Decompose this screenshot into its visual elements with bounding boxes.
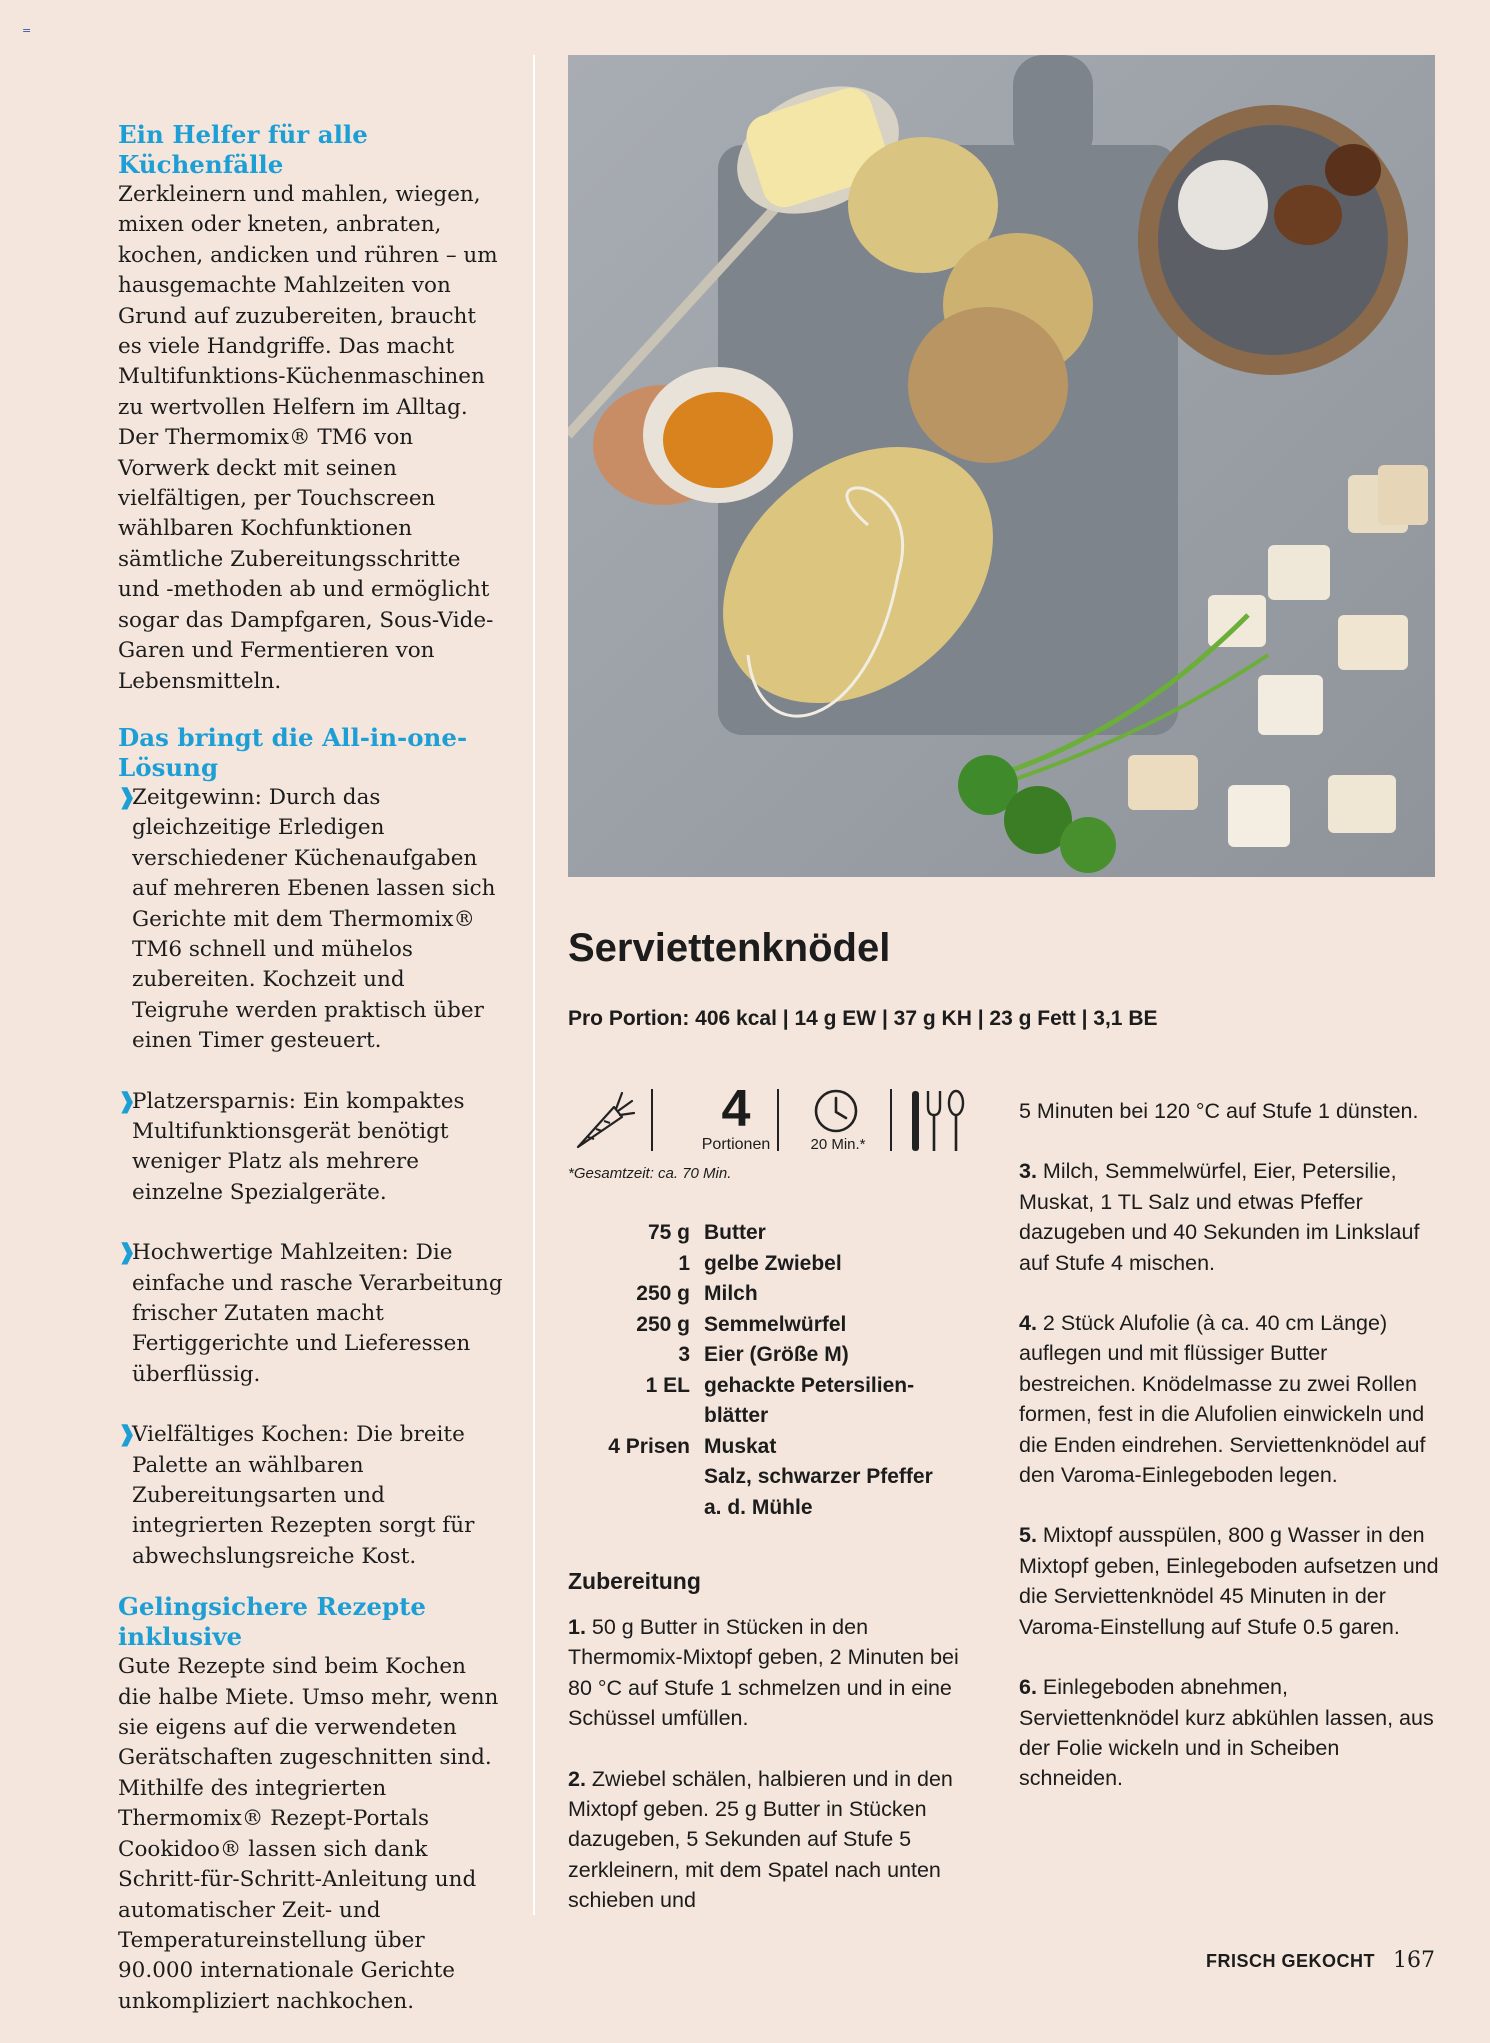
ingredient-row: 250 g Milch — [636, 1282, 758, 1305]
ingredient-row: a. d. Mühle — [704, 1495, 813, 1519]
bullet-item: ❱ Vielfältiges Kochen: Die breite Palette an wählbaren Zubereitungsarten und integrierten Rezepten sorgt für abwechslungsreiche Kost. — [118, 1422, 475, 1569]
nutrition-info: Pro Portion: 406 kcal | 14 g EW | 37 g KH | 23 g Fett | 3,1 BE — [568, 1007, 1158, 1030]
ingredient-row: 1 gelbe Zwiebel — [678, 1251, 842, 1275]
bullet-marker: ❱ — [118, 784, 137, 810]
ingredient-list — [568, 1218, 984, 1523]
step-3: 3. Milch, Semmelwürfel, Eier, Petersilie, Muskat, 1 TL Salz und etwas Pfeffer dazugeben und 40 Sekunden im Linkslauf auf Stufe 4 mischen. — [1019, 1159, 1420, 1275]
section-recipes — [118, 1592, 503, 2017]
cutlery-icon — [906, 1089, 970, 1158]
section-body: Zerkleinern und mahlen, wiegen, mixen oder kneten, anbraten, kochen, andicken und rühren – um hausgemachte Mahlzeiten von Grund auf zuzubereiten, braucht es viele Handgriffe. Das macht Multifunktions-Küchenmaschinen zu wertvollen Helfern im Alltag. Der Thermomix® TM6 von Vorwerk deckt mit seinen vielfältigen, per Touchscreen wählbaren Kochfunktionen sämtliche Zubereitungsschritte und -methoden ab und ermöglicht sogar das Dampfgaren, Sous-Vide-Garen und Fermentieren von Lebensmitteln. — [118, 182, 498, 694]
preparation-heading: Zubereitung — [568, 1568, 701, 1594]
steps-column-right — [1019, 1096, 1439, 1824]
section-body: Gute Rezepte sind beim Kochen die halbe Miete. Umso mehr, wenn sie eigens auf die verwendeten Gerätschaften zugeschnitten sind. Mithilfe des integrierten Thermomix® Rezept-Portals Cookidoo® lassen sich dank Schritt-für-Schritt-Anleitung und automatischer Zeit- und Temperatureinstellung über 90.000 internationale Gerichte unkompliziert nachkochen. — [118, 1654, 499, 2014]
step-6: 6. Einlegeboden abnehmen, Serviettenknödel kurz abkühlen lassen, aus der Folie wickeln und in Scheiben schneiden. — [1019, 1675, 1434, 1791]
portions-label: Portionen — [701, 1136, 771, 1153]
column-divider — [533, 55, 535, 1915]
step-2-continued: 5 Minuten bei 120 °C auf Stufe 1 dünsten. — [1019, 1099, 1419, 1123]
page-footer — [1206, 1948, 1435, 1973]
ingredient-row: 4 Prisen Muskat — [608, 1434, 777, 1458]
step-4: 4. 2 Stück Alufolie (à ca. 40 cm Länge) auflegen und mit flüssiger Butter bestreichen. Knödelmasse zu zwei Rollen formen, fest in die Alufolien einwickeln und die Enden eindrehen. Serviettenknödel auf den Varoma-Einlegeboden legen. — [1019, 1311, 1426, 1488]
steps-column-left — [568, 1612, 988, 1946]
bullet-marker: ❱ — [118, 1088, 137, 1114]
step-5: 5. Mixtopf ausspülen, 800 g Wasser in den Mixtopf geben, Einlegeboden aufsetzen und die Serviettenknödel 45 Minuten in der Varoma-Einstellung auf Stufe 0.5 garen. — [1019, 1523, 1439, 1639]
footer-section-name: FRISCH GEKOCHT — [1206, 1951, 1375, 1971]
section-helper — [118, 120, 503, 697]
portions-value: 4 — [721, 1080, 751, 1138]
ingredient-row: blätter — [704, 1404, 769, 1427]
ingredient-row: 75 g Butter — [647, 1221, 766, 1244]
left-column — [118, 120, 503, 2043]
bullet-marker: ❱ — [118, 1240, 137, 1266]
bullet-item: ❱ Platzersparnis: Ein kompaktes Multifunktionsgerät benötigt weniger Platz als mehrere einzelne Spezialgeräte. — [118, 1088, 465, 1205]
bullet-marker: ❱ — [118, 1422, 137, 1448]
ingredient-row: 3 Eier (Größe M) — [678, 1343, 849, 1366]
bullet-item: ❱ Zeitgewinn: Durch das gleichzeitige Erledigen verschiedener Küchenaufgaben auf mehreren Ebenen lassen sich Gerichte mit dem Thermomix® TM6 schnell und mühelos zubereiten. Kochzeit und Teigruhe werden praktisch über einen Timer gesteuert. — [118, 784, 496, 1054]
section-all-in-one — [118, 723, 503, 1572]
dumpling-photo — [568, 55, 1435, 877]
section-heading: Gelingsichere Rezepte inklusive — [118, 1592, 426, 1652]
time-label: 20 Min.* — [810, 1136, 866, 1153]
separator — [890, 1089, 892, 1151]
separator — [651, 1089, 653, 1151]
ingredient-row: 250 g Semmelwürfel — [636, 1312, 847, 1336]
step-1: 1. 50 g Butter in Stücken in den Thermomix-Mixtopf geben, 2 Minuten bei 80 °C auf Stufe 1 schmelzen und in eine Schüssel umfüllen. — [568, 1615, 959, 1731]
separator — [777, 1089, 779, 1151]
ingredient-row: 1 EL gehackte Petersilien- — [645, 1373, 915, 1397]
ingredient-row: Salz, schwarzer Pfeffer — [704, 1465, 933, 1488]
total-time-note: *Gesamtzeit: ca. 70 Min. — [568, 1165, 732, 1182]
section-heading: Ein Helfer für alle Küchenfälle — [118, 120, 368, 179]
recipe-title: Serviettenknödel — [568, 926, 891, 970]
clock-icon — [813, 1088, 859, 1139]
page-number: 167 — [1393, 1948, 1435, 1973]
bullet-item: ❱ Hochwertige Mahlzeiten: Die einfache und rasche Verarbeitung frischer Zutaten macht Fertiggerichte und Lieferessen überflüssig. — [118, 1240, 503, 1387]
recipe-info-bar — [568, 1080, 988, 1157]
carrot-icon — [570, 1087, 638, 1160]
section-heading: Das bringt die All-in-one- Lösung — [118, 722, 468, 782]
corner-mark: = — [22, 24, 32, 37]
step-2: 2. Zwiebel schälen, halbieren und in den Mixtopf geben. 25 g Butter in Stücken dazugeben, 5 Sekunden auf Stufe 5 zerkleinern, mit dem Spatel nach unten schieben und — [568, 1766, 953, 1913]
